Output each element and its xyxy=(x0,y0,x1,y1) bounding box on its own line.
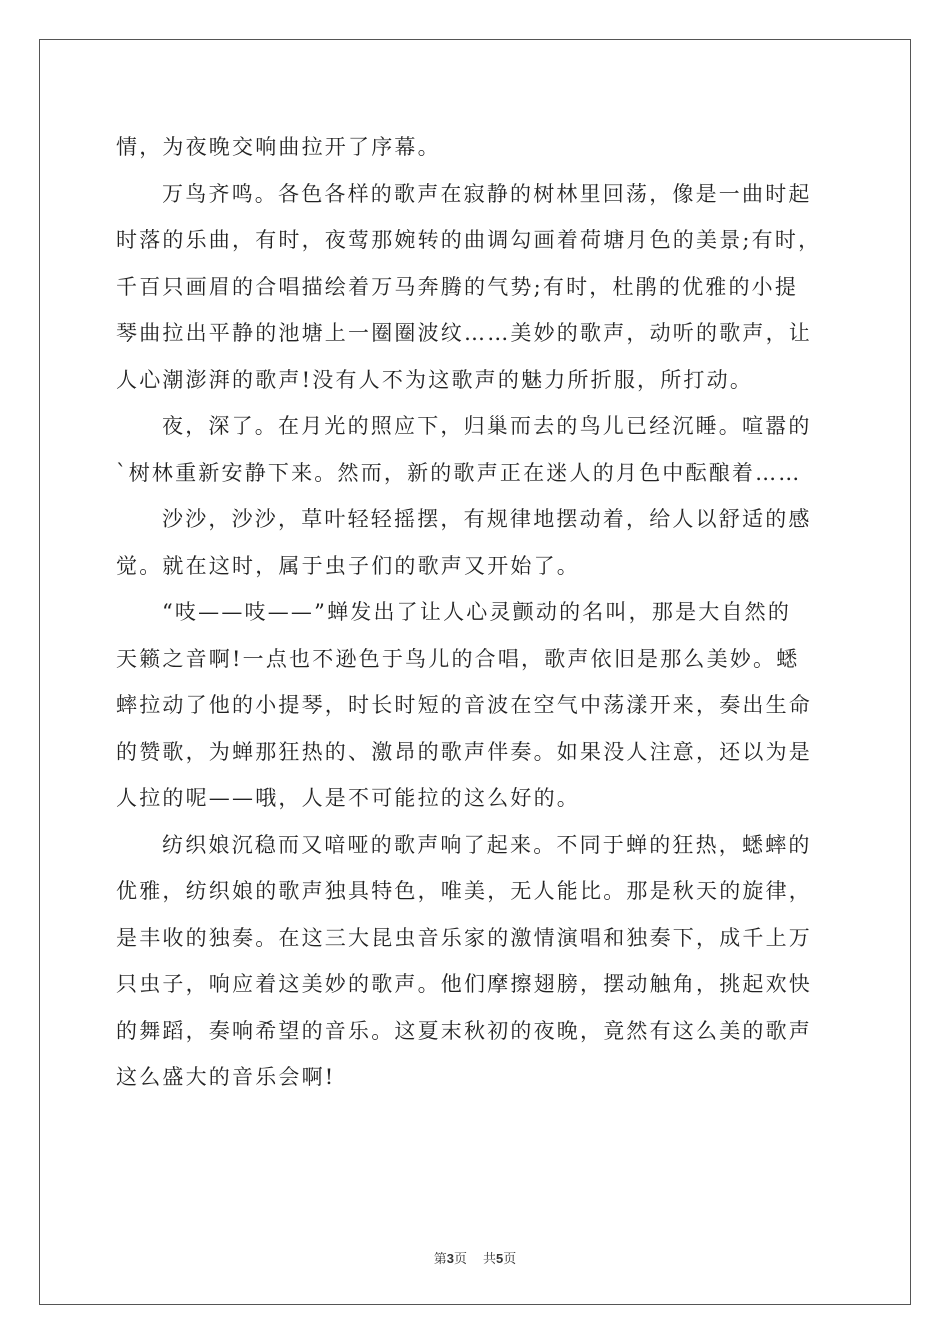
text-line: 人拉的呢——哦，人是不可能拉的这么好的。 xyxy=(116,786,580,810)
total-pages: 5 xyxy=(496,1251,504,1266)
page-indicator: 第3页 xyxy=(433,1251,467,1267)
text-line: `树林重新安静下来。然而，新的歌声正在迷人的月色中酝酿着…… xyxy=(116,460,802,485)
text-line: 情，为夜晚交响曲拉开了序幕。 xyxy=(116,135,441,159)
text-line: 蟀拉动了他的小提琴，时长时短的音波在空气中荡漾开来，奏出生命 xyxy=(116,693,812,717)
document-body xyxy=(116,124,846,1101)
text-line: 优雅，纺织娘的歌声独具特色，唯美，无人能比。那是秋天的旋律， xyxy=(116,879,812,903)
text-line: 万鸟齐鸣。各色各样的歌声在寂静的树林里回荡，像是一曲时起 xyxy=(162,181,812,206)
text-line: 夜，深了。在月光的照应下，归巢而去的鸟儿已经沉睡。喧嚣的 xyxy=(162,414,812,438)
text-line: 纺织娘沉稳而又喑哑的歌声响了起来。不同于蝉的狂热，蟋蟀的 xyxy=(162,832,812,857)
text-line: 只虫子，响应着这美妙的歌声。他们摩擦翅膀，摆动触角，挑起欢快 xyxy=(116,972,812,996)
total-pages-indicator: 共5页 xyxy=(483,1251,517,1267)
text-line: 是丰收的独奏。在这三大昆虫音乐家的激情演唱和独奏下，成千上万 xyxy=(116,925,812,950)
text-line: 琴曲拉出平静的池塘上一圈圈波纹……美妙的歌声，动听的歌声，让 xyxy=(116,321,812,345)
text-line: 千百只画眉的合唱描绘着万马奔腾的气势;有时，杜鹃的优雅的小提 xyxy=(116,274,799,299)
text-line: 的赞歌，为蝉那狂热的、激昂的歌声伴奏。如果没人注意，还以为是 xyxy=(116,739,812,764)
text-line: “吱——吱——”蝉发出了让人心灵颤动的名叫，那是大自然的 xyxy=(162,600,792,624)
text-line: 这么盛大的音乐会啊! xyxy=(116,1065,336,1089)
page-number: 3 xyxy=(446,1251,454,1266)
text-line: 的舞蹈，奏响希望的音乐。这夏末秋初的夜晚，竟然有这么美的歌声 xyxy=(116,1018,812,1043)
text-line: 沙沙，沙沙，草叶轻轻摇摆，有规律地摆动着，给人以舒适的感 xyxy=(162,507,812,531)
page-footer xyxy=(0,1248,950,1267)
text-line: 天籁之音啊!一点也不逊色于鸟儿的合唱，歌声依旧是那么美妙。蟋 xyxy=(116,646,800,671)
text-line: 觉。就在这时，属于虫子们的歌声又开始了。 xyxy=(116,553,580,578)
text-line: 时落的乐曲，有时，夜莺那婉转的曲调勾画着荷塘月色的美景;有时， xyxy=(116,228,822,252)
text-line: 人心潮澎湃的歌声!没有人不为这歌声的魅力所折服，所打动。 xyxy=(116,367,754,392)
